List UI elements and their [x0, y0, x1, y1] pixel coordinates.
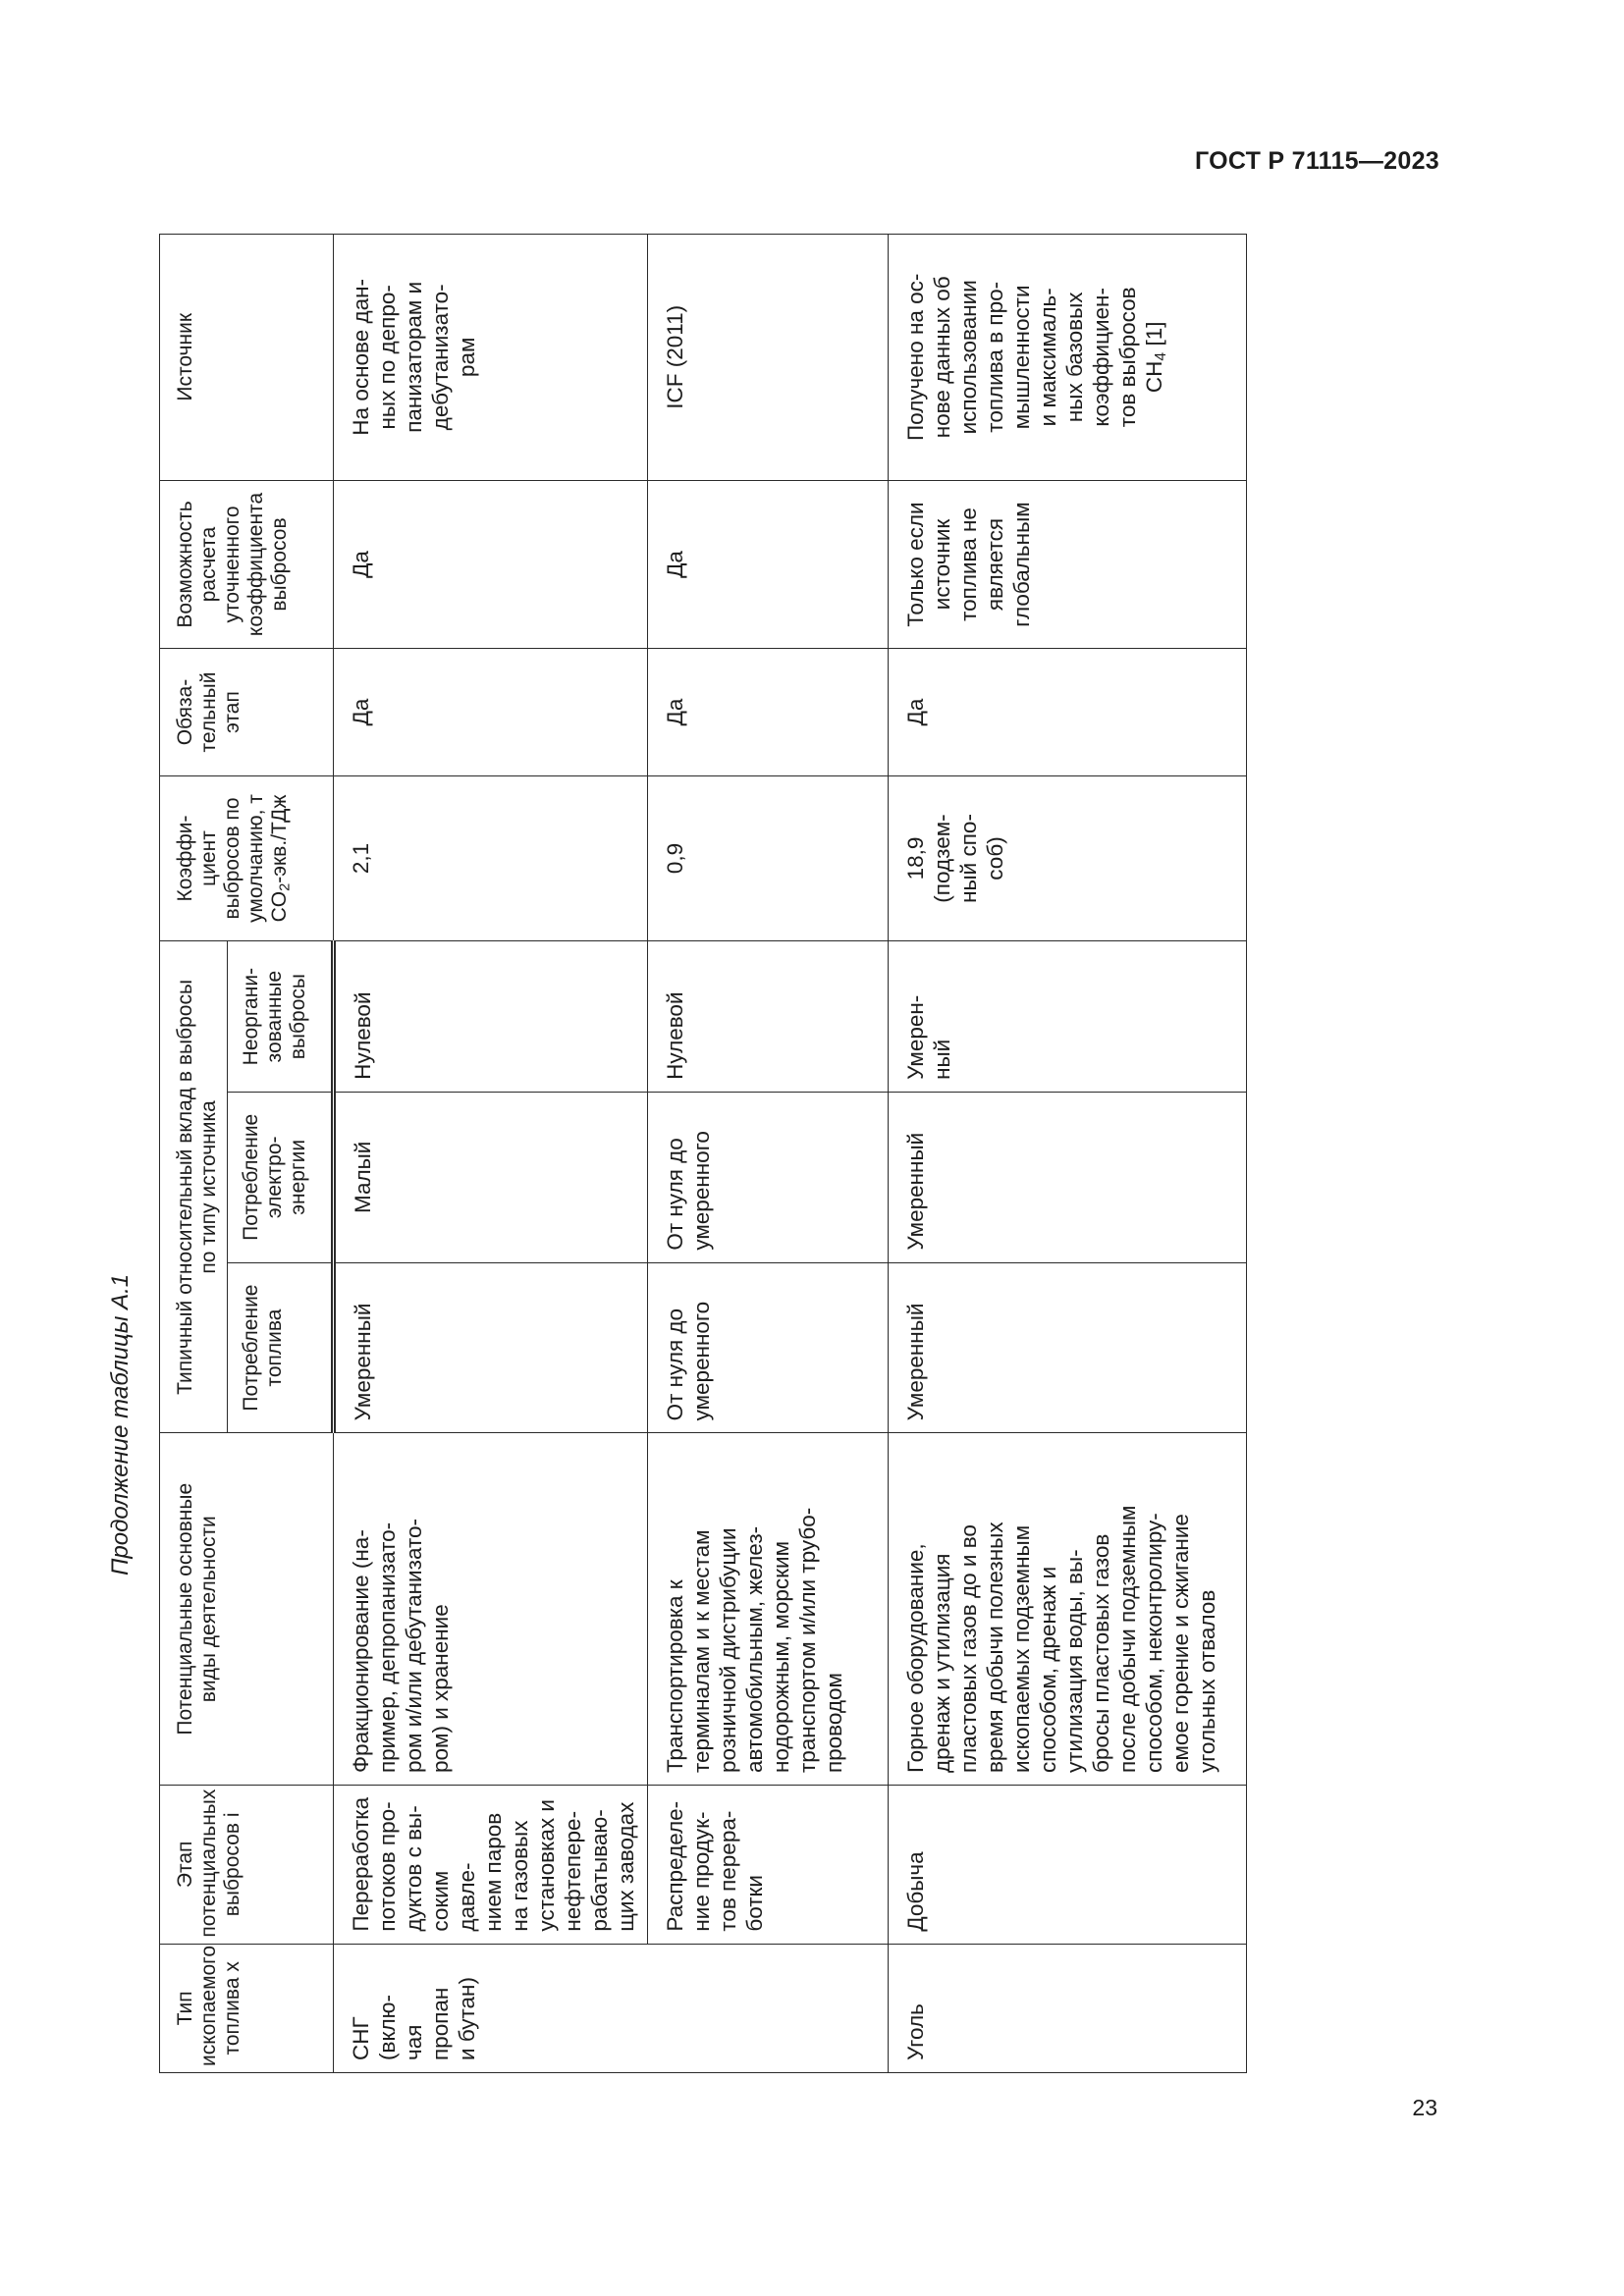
cell-mandatory: Да: [648, 649, 889, 775]
cell-fuel-type: СНГ (вклю- чая пропан и бутан): [334, 1944, 889, 2072]
header-contribution-group: Типичный относительный вклад в выбросы по типу источника: [160, 941, 228, 1433]
cell-refinement: Да: [648, 480, 889, 649]
cell-fugitive: Нулевой: [334, 941, 648, 1093]
cell-fugitive: Умерен- ный: [889, 941, 1247, 1093]
header-fugitive: Неоргани- зованные выбросы: [228, 941, 334, 1093]
cell-stage: Распределе- ние продук- тов перера- ботки: [648, 1786, 889, 1945]
emissions-table: [159, 234, 1247, 2073]
header-stage: Этап потенциальных выбросов i: [160, 1786, 334, 1945]
header-default-factor: [160, 775, 334, 941]
cell-mandatory: Да: [889, 649, 1247, 775]
cell-activities: Фракционирование (на- пример, депропанизато- ром и/или дебутанизато- ром) и хранение: [334, 1433, 648, 1786]
header-default-factor-unit: -экв./ТДж: [268, 794, 291, 883]
cell-refinement: Только если источник топлива не является глобальным: [889, 480, 1247, 649]
document-code: ГОСТ Р 71115—2023: [1194, 147, 1439, 175]
cell-electricity-consumption: Малый: [334, 1092, 648, 1262]
header-fuel-consumption: Потребление топлива: [228, 1262, 334, 1433]
cell-default-factor: 18,9 (подзем- ный спо- соб): [889, 775, 1247, 941]
cell-fuel-consumption: Умеренный: [334, 1262, 648, 1433]
page-number: 23: [1412, 2095, 1437, 2120]
cell-activities: Горное оборудование, дренаж и утилизация пластовых газов до и во время добычи полезных ископаемых подземным способом, дренаж и утилизация воды, вы- бросы пластовых газов после добычи подземным способом, неконтролиру- емое горение и сжигание угольных отвалов: [889, 1433, 1247, 1786]
header-default-factor-text: Коэффи- циент выбросов по умолчанию, т CO: [174, 794, 291, 923]
cell-electricity-consumption: Умеренный: [889, 1092, 1247, 1262]
table-caption: Продолжение таблицы А.1: [107, 1273, 134, 1575]
cell-default-factor: 2,1: [334, 775, 648, 941]
caption-wrapper: [103, 1085, 142, 1575]
cell-source: [889, 235, 1247, 481]
cell-source-subscript: 4: [1152, 351, 1169, 361]
table-row: [648, 235, 889, 2073]
cell-fuel-consumption: От нуля до умеренного: [648, 1262, 889, 1433]
cell-fuel-type: Уголь: [889, 1944, 1247, 2072]
cell-source-text: Получено на ос- нове данных об использовании топлива в про- мышленности и максималь- ных базовых коэффициен- тов выбросов CH: [903, 273, 1166, 442]
table-row: [334, 235, 648, 2073]
cell-activities: Транспортировка к терминалам и к местам розничной дистрибуции автомобильным, желез- нодорожным, морским транспортом и/или трубо- проводом: [648, 1433, 889, 1786]
cell-refinement: Да: [334, 480, 648, 649]
cell-source: ICF (2011): [648, 235, 889, 481]
header-default-factor-subscript: 2: [277, 882, 294, 891]
cell-fugitive: Нулевой: [648, 941, 889, 1093]
header-row-1: [160, 235, 228, 2073]
cell-stage: Переработка потоков про- дуктов с вы- соким давле- нием паров на газовых установках и нефтепере- рабатываю- щих заводах: [334, 1786, 648, 1945]
cell-source-reference: [1]: [1142, 321, 1166, 352]
cell-stage: Добыча: [889, 1786, 1247, 1945]
cell-electricity-consumption: От нуля до умеренного: [648, 1092, 889, 1262]
header-source: Источник: [160, 235, 334, 481]
cell-fuel-consumption: Умеренный: [889, 1262, 1247, 1433]
header-fuel-type: Тип ископаемого топлива x: [160, 1944, 334, 2072]
cell-mandatory: Да: [334, 649, 648, 775]
header-refinement: Возможность расчета уточненного коэффициента выбросов: [160, 480, 334, 649]
cell-default-factor: 0,9: [648, 775, 889, 941]
header-mandatory: Обяза- тельный этап: [160, 649, 334, 775]
cell-source: На основе дан- ных по депро- панизаторам и дебутанизато- рам: [334, 235, 648, 481]
table-frame: [159, 234, 1247, 2073]
rotated-table-container: [159, 234, 1247, 2073]
header-electricity-consumption: Потребление электро- энергии: [228, 1092, 334, 1262]
table-row: [889, 235, 1247, 2073]
header-activities: Потенциальные основные виды деятельности: [160, 1433, 334, 1786]
